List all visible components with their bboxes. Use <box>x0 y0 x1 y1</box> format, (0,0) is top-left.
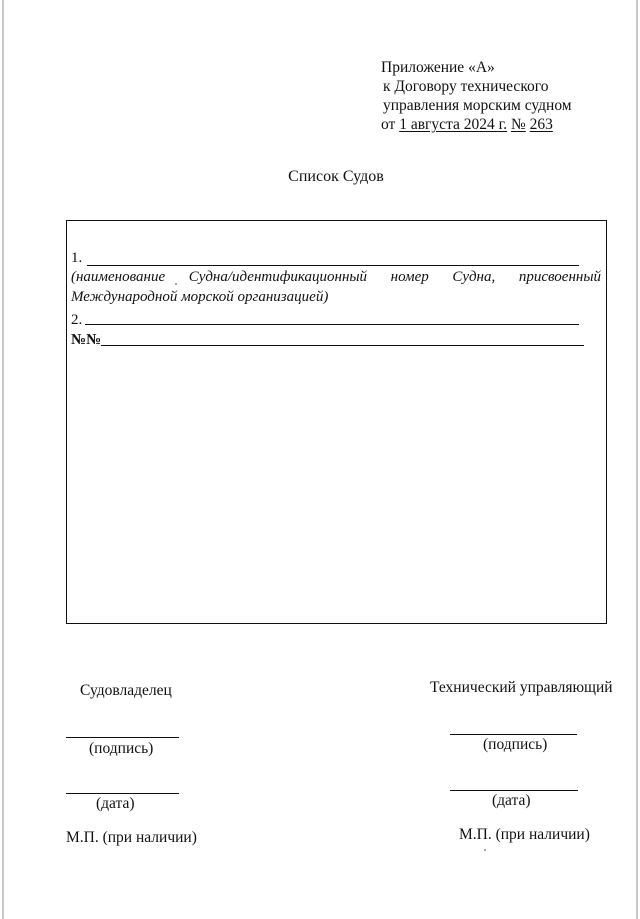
list-item-2-line <box>85 324 579 325</box>
shipowner-date-line <box>66 793 179 794</box>
number-prefix: № <box>510 116 526 133</box>
scan-speck <box>484 849 486 851</box>
shipowner-signature-line <box>66 737 179 738</box>
appendix-title: Приложение «А» <box>381 59 495 76</box>
vessel-name-hint-line2: Международной морской организацией) <box>71 289 329 305</box>
numbers-line <box>101 345 584 346</box>
manager-signature-line <box>450 734 577 735</box>
date-prefix: от <box>381 116 396 133</box>
list-item-1-number: 1. <box>71 250 83 266</box>
scan-speck <box>175 283 177 285</box>
scan-edge-right <box>636 0 638 919</box>
numbers-row <box>71 332 101 349</box>
manager-signature-caption: (подпись) <box>483 736 548 753</box>
manager-stamp-caption: М.П. (при наличии) <box>459 826 590 843</box>
list-item-1 <box>71 250 82 267</box>
manager-title: Технический управляющий <box>430 679 613 696</box>
shipowner-date-caption: (дата) <box>96 795 135 812</box>
hint-word-3: номер <box>390 269 429 285</box>
appendix-contract-ref: к Договору технического <box>383 78 549 95</box>
vessel-list-box <box>66 220 607 624</box>
page-title: Список Судов <box>288 168 384 185</box>
manager-date-line <box>450 790 578 791</box>
contract-date: 1 августа 2024 г. <box>399 116 508 133</box>
hint-word-4: Судна, <box>452 269 496 285</box>
appendix-header <box>381 58 631 134</box>
appendix-date-line <box>381 115 631 134</box>
hint-word-1: (наименование <box>71 269 166 285</box>
list-item-1-line <box>87 265 579 266</box>
appendix-contract-subject: управления морским судном <box>383 97 572 114</box>
contract-number: 263 <box>529 116 553 133</box>
vessel-name-hint <box>71 267 601 307</box>
hint-word-5: присвоенный <box>518 269 601 285</box>
vessel-name-hint-line1 <box>71 267 601 287</box>
hint-word-2: Судна/идентификационный <box>188 269 368 285</box>
numbers-label: №№ <box>71 332 102 348</box>
shipowner-stamp-caption: М.П. (при наличии) <box>66 829 197 846</box>
manager-date-caption: (дата) <box>492 792 531 809</box>
scan-edge-left <box>2 0 4 919</box>
shipowner-title: Судовладелец <box>80 682 172 699</box>
shipowner-signature-caption: (подпись) <box>89 740 154 757</box>
list-item-2-number: 2. <box>71 312 83 328</box>
list-item-2 <box>71 312 82 329</box>
